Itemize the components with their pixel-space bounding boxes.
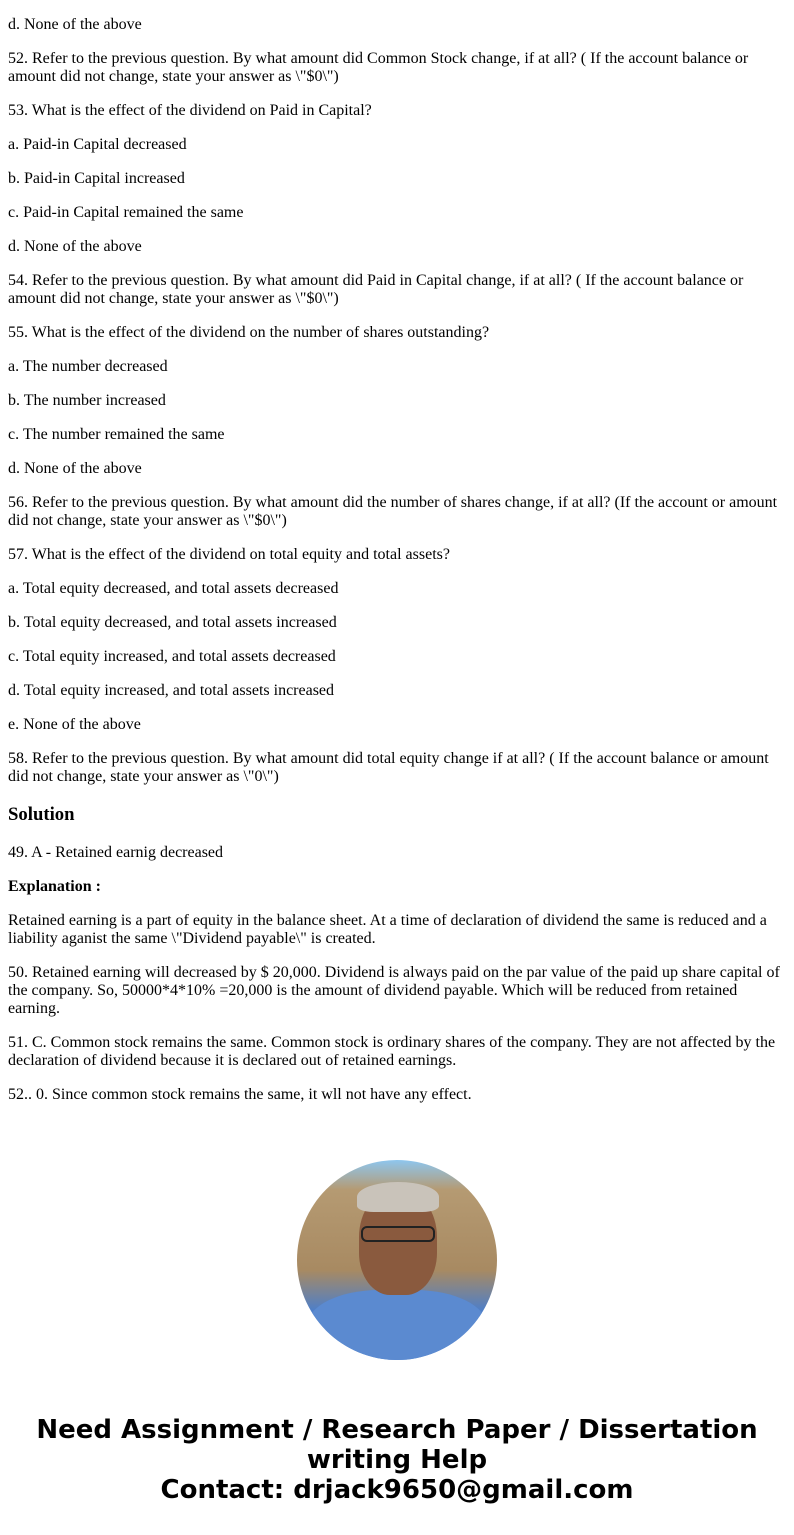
question-text: 56. Refer to the previous question. By what amount did the number of shares change, if at all? (If the account or amount did not change, state your answer as \"$0\") (8, 494, 778, 529)
question-option: b. Total equity decreased, and total assets increased (8, 614, 337, 631)
question-option: d. None of the above (8, 460, 142, 477)
question-text: 54. Refer to the previous question. By what amount did Paid in Capital change, if at all? ( If the account balance or amount did not change, state your answer as \"$0\") (8, 272, 744, 307)
solution-paragraph: 52.. 0. Since common stock remains the same, it wll not have any effect. (8, 1086, 472, 1103)
footer-contact: Contact: drjack9650@gmail.com (160, 1475, 634, 1505)
questions (8, 16, 786, 786)
question-text: 55. What is the effect of the dividend on the number of shares outstanding? (8, 324, 490, 341)
question-option: e. None of the above (8, 716, 141, 733)
question-option: d. Total equity increased, and total assets increased (8, 682, 335, 699)
question-option: a. Total equity decreased, and total assets decreased (8, 580, 339, 597)
photo-glasses (361, 1226, 435, 1242)
question-option: c. Total equity increased, and total assets decreased (8, 648, 336, 665)
solution-heading: Solution (8, 804, 75, 825)
footer-line-1: Need Assignment / Research Paper / Dissertation writing Help (36, 1415, 758, 1475)
solution-paragraph: 50. Retained earning will decreased by $ 20,000. Dividend is always paid on the par value of the paid up share capital of the company. So, 50000*4*10% =20,000 is the amount of dividend payable. Which will be reduced from retained earning. (8, 964, 780, 1017)
photo-shirt (307, 1290, 487, 1360)
question-text: 58. Refer to the previous question. By what amount did total equity change if at all? ( If the account balance or amount did not change, state your answer as \"0\") (8, 750, 769, 785)
answer-49: 49. A - Retained earnig decreased (8, 844, 224, 861)
question-option: b. The number increased (8, 392, 166, 409)
photo-hair (357, 1182, 439, 1212)
question-option: a. The number decreased (8, 358, 168, 375)
author-photo (297, 1160, 497, 1360)
question-option: b. Paid-in Capital increased (8, 170, 185, 187)
question-option: a. Paid-in Capital decreased (8, 136, 187, 153)
question-option: c. The number remained the same (8, 426, 225, 443)
footer-banner (8, 1415, 786, 1535)
explanation-label-wrap (8, 878, 786, 896)
question-text: d. None of the above (8, 16, 142, 33)
question-text: 53. What is the effect of the dividend on Paid in Capital? (8, 102, 372, 119)
question-text: 57. What is the effect of the dividend on total equity and total assets? (8, 546, 450, 563)
author-photo-container (8, 1160, 786, 1365)
question-option: d. None of the above (8, 238, 142, 255)
question-option: c. Paid-in Capital remained the same (8, 204, 244, 221)
question-text: 52. Refer to the previous question. By what amount did Common Stock change, if at all? ( If the account balance or amount did not change, state your answer as \"$0\") (8, 50, 749, 85)
explanation-label: Explanation : (8, 878, 101, 895)
solution-paragraph: 51. C. Common stock remains the same. Common stock is ordinary shares of the company. They are not affected by the declaration of dividend because it is declared out of retained earnings. (8, 1034, 776, 1069)
solution (8, 844, 786, 1104)
solution-paragraph: Retained earning is a part of equity in the balance sheet. At a time of declaration of dividend the same is reduced and a liability aganist the same \"Dividend payable\" is created. (8, 912, 767, 947)
